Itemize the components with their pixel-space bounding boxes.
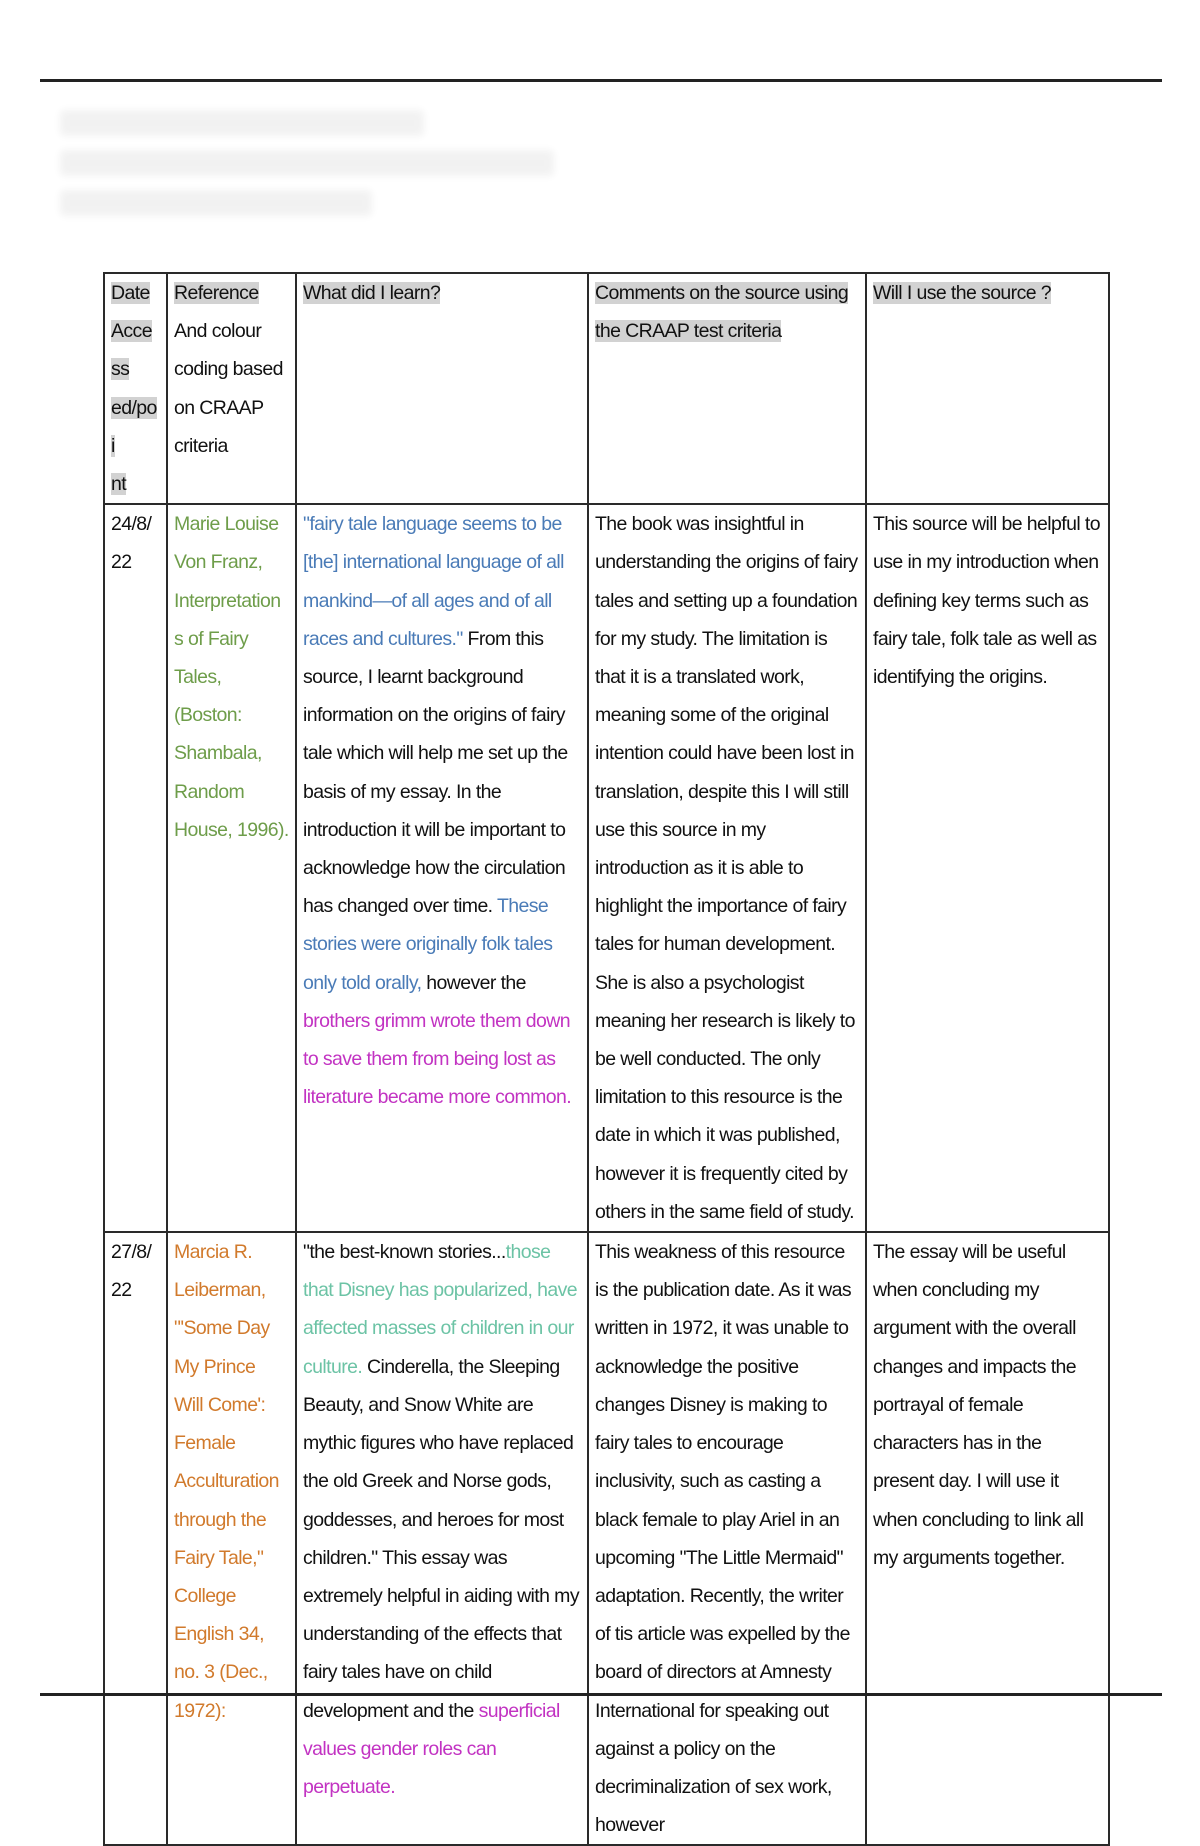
row-reference: Marcia R. Leiberman, "'Some Day My Prince Will Come': Female Acculturation through the Fairy Tale," College English 34, no. 3 (Dec., 1972): (167, 1232, 296, 1845)
row-comments: This weakness of this resource is the publication date. As it was written in 1972, it was unable to acknowledge the positive changes Disney is making to fairy tales to encourage inclusivity, such as casting a black female to play Ariel in an upcoming "The Little Mermaid" adaptation. Recently, the writer of tis article was expelled by the board of directors at Amnesty International for speaking out against a policy on the decriminalization of sex work, however (588, 1232, 866, 1845)
row-will-use: This source will be helpful to use in my introduction when defining key terms such as fairy tale, folk tale as well as identifying the origins. (866, 504, 1109, 1232)
page-bottom-rule (40, 1693, 1162, 1696)
learned-body: This essay was extremely helpful in aiding with my understanding of the effects that fairy tales have on child development and the (303, 1546, 579, 1722)
header-will-use (866, 273, 1109, 504)
faded-heading-block (60, 110, 580, 240)
row-learned (296, 504, 588, 1232)
row-date: 27/8/22 (104, 1232, 167, 1845)
row-will-use: The essay will be useful when concluding my argument with the overall changes and impacts the portrayal of female characters has in the present day. I will use it when concluding to link all my arguments together. (866, 1232, 1109, 1845)
page-top-rule (40, 79, 1162, 82)
header-use-text: Will I use the source ? (873, 282, 1052, 304)
learned-accuracy-phrase: brothers grimm wrote them down to save them from being lost as literature became more common. (303, 1009, 572, 1109)
header-date-line: nt (111, 473, 127, 496)
row-comments: The book was insightful in understanding the origins of fairy tales and setting up a foundation for my study. The limitation is that it is a translated work, meaning some of the original intention could have been lost in translation, despite this I will still use this source in my introduction as it is able to highlight the importance of fairy tales for human development. She is also a psychologist meaning her research is likely to be well conducted. The only limitation to this resource is the date in which it was published, however it is frequently cited by others in the same field of study. (588, 504, 866, 1232)
row-date: 24/8/22 (104, 504, 167, 1232)
header-reference (167, 273, 296, 504)
row-reference: Marie Louise Von Franz, Interpretations of Fairy Tales, (Boston: Shambala, Random House, 1996). (167, 504, 296, 1232)
header-comments (588, 273, 866, 504)
learned-quote-end: Cinderella, the Sleeping Beauty, and Snow White are mythic figures who have replaced the old Greek and Norse gods, goddesses, and heroes for most children." (303, 1355, 574, 1569)
header-reference-subtitle: And colour coding based on CRAAP criteria (174, 320, 283, 457)
learned-connector: however the (426, 971, 526, 994)
header-what-learned (296, 273, 588, 504)
table-row (104, 1232, 1109, 1845)
learned-body: From this source, I learnt background information on the origins of fairy tale which will help me set up the basis of my essay. In the introduction it will be important to acknowledge how the circulation has changed over time. (303, 627, 568, 918)
learned-quote: "fairy tale language seems to be [the] international language of all mankind—of all ages and of all races and cultures." (303, 513, 564, 650)
table-header-row (104, 273, 1109, 504)
research-log-table (103, 272, 1110, 1846)
header-date-accessed (104, 273, 167, 504)
header-reference-title: Reference (174, 282, 259, 304)
header-comments-text: Comments on the source using the CRAAP test criteria (595, 282, 849, 343)
header-learn-text: What did I learn? (303, 282, 441, 304)
learned-relevance-phrase: These stories were originally folk tales only told orally, (303, 895, 553, 994)
learned-accuracy-phrase: superficial values gender roles can perpetuate. (303, 1699, 560, 1798)
row-learned (296, 1232, 588, 1845)
learned-teal-phrase: those that Disney has popularized, have affected masses of children in our culture. (303, 1241, 577, 1378)
header-date-line: ed/poi (111, 396, 157, 457)
header-date-line: Access (111, 320, 152, 381)
learned-quote-start: "the best-known stories... (303, 1241, 506, 1264)
table-row (104, 504, 1109, 1232)
header-date-line: Date (111, 282, 150, 304)
